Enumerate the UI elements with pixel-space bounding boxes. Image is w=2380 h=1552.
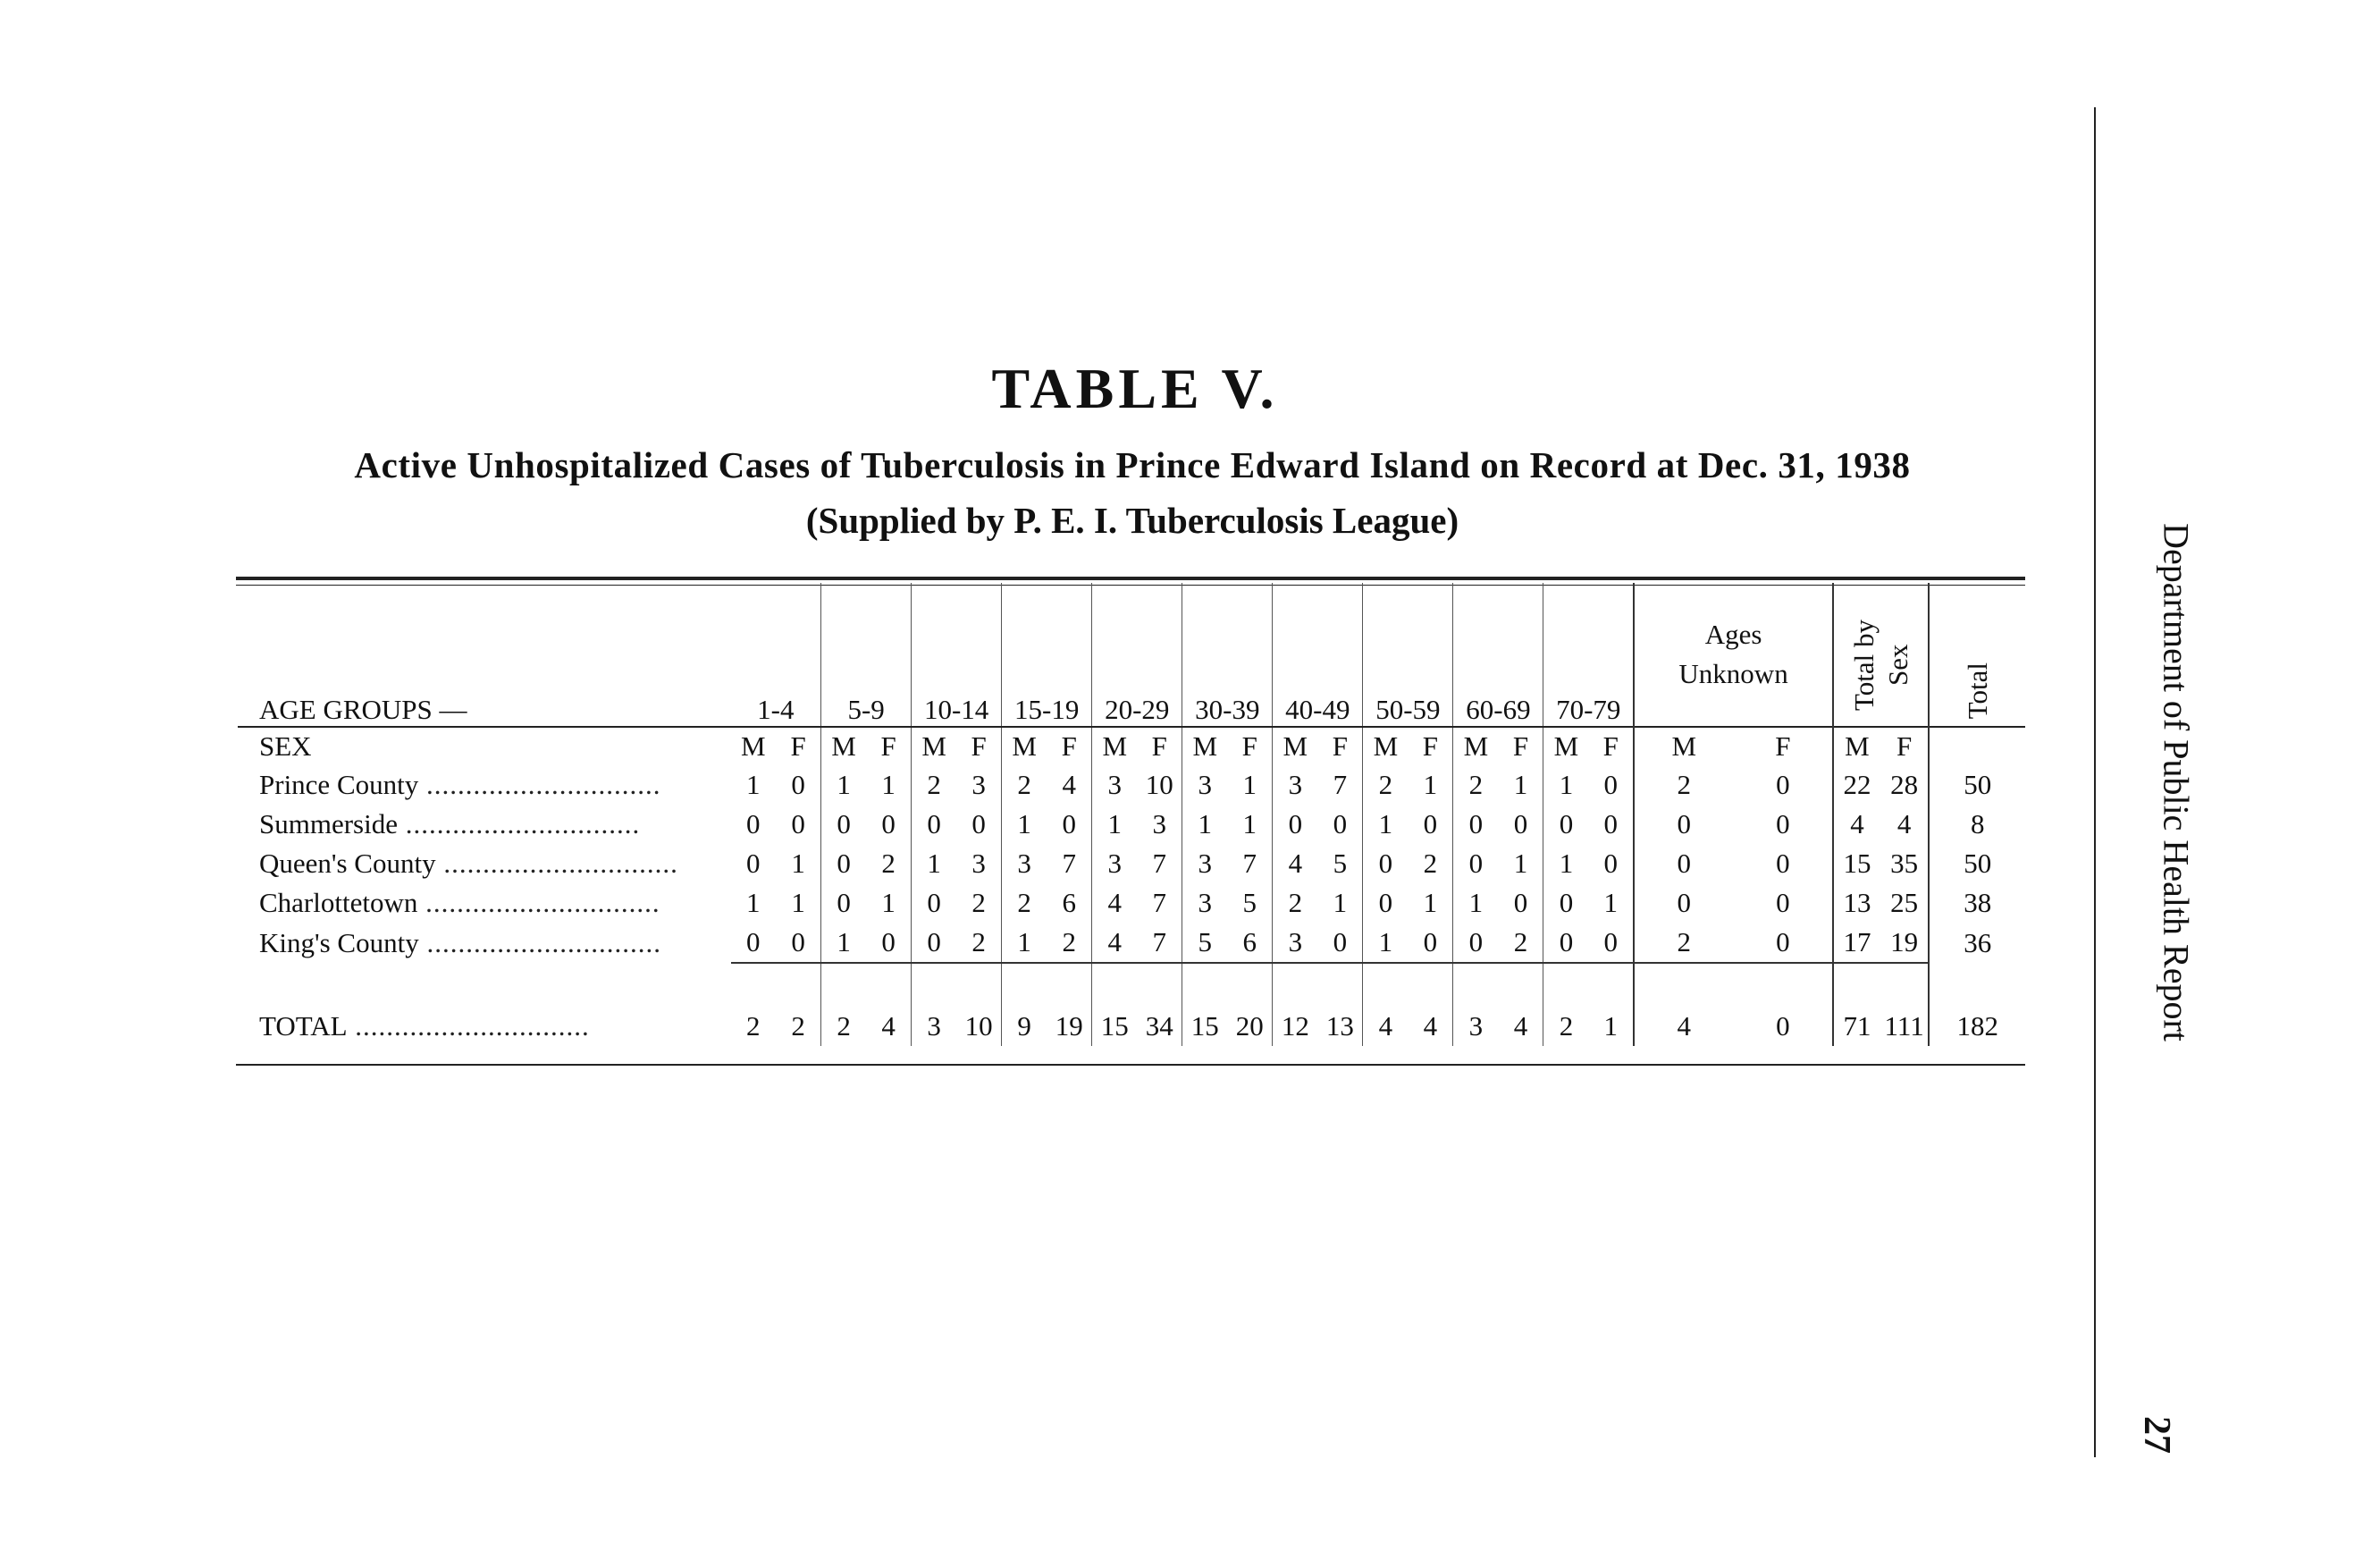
sex-m: M (1363, 727, 1409, 765)
total-cell: 8 (1929, 805, 2025, 844)
count-cell: 0 (912, 923, 957, 963)
count-cell: 2 (1559, 1010, 1574, 1042)
spacer-cell (1634, 963, 1734, 1007)
spacer-cell (731, 963, 777, 1007)
count-cell: 0 (1378, 887, 1393, 918)
unknown-f-cell: 0 (1776, 769, 1790, 800)
spacer-cell (1363, 963, 1409, 1007)
count-cell: 1 (837, 769, 851, 800)
total-cell: 36 (1929, 923, 2025, 963)
count-cell: 0 (776, 765, 821, 805)
total-m-cell: 13 (1833, 883, 1880, 923)
count-cell: 0 (1603, 769, 1618, 800)
count-cell: 0 (1559, 887, 1574, 918)
count-cell: 0 (1559, 808, 1574, 839)
count-cell: 2 (1288, 887, 1303, 918)
count-cell: 3 (956, 765, 1002, 805)
count-cell: 15 (1100, 1010, 1129, 1042)
count-cell: 3 (1198, 848, 1213, 879)
table-row (238, 844, 2025, 883)
count-cell: 4 (1378, 1010, 1393, 1042)
count-cell: 4 (1107, 887, 1122, 918)
total-cell: 38 (1929, 883, 2025, 923)
bottom-rule (236, 1064, 2025, 1066)
page-number-text: 27 (2136, 1416, 2177, 1454)
sex-f: F (1498, 727, 1543, 765)
unknown-m-cell: 2 (1634, 923, 1734, 963)
sex-f: F (866, 727, 912, 765)
count-cell: 3 (1288, 769, 1303, 800)
sex-m: M (1543, 727, 1589, 765)
count-cell: 3 (1137, 805, 1182, 844)
count-cell: 1 (1408, 765, 1453, 805)
row-label (238, 1007, 731, 1046)
count-cell: 5 (1227, 883, 1273, 923)
age-group-header: 20-29 (1092, 583, 1182, 727)
count-cell: 7 (1227, 844, 1273, 883)
count-cell: 1 (1468, 887, 1484, 918)
unknown-m-cell: 4 (1634, 1007, 1734, 1046)
count-cell: 0 (866, 923, 912, 963)
count-cell: 1 (1017, 808, 1031, 839)
sex-m: M (1002, 727, 1047, 765)
age-group-header: 30-39 (1182, 583, 1273, 727)
count-cell: 5 (1182, 923, 1228, 963)
leader-dots: .............................. (398, 808, 641, 839)
count-cell: 0 (837, 848, 851, 879)
total-m-cell: 4 (1833, 805, 1880, 844)
count-cell: 3 (956, 844, 1002, 883)
count-cell: 3 (1468, 1010, 1484, 1042)
count-cell: 7 (1047, 844, 1092, 883)
count-cell: 0 (1408, 923, 1453, 963)
count-cell: 1 (746, 769, 761, 800)
tuberculosis-table (238, 583, 2025, 1046)
count-cell: 10 (1137, 765, 1182, 805)
count-cell: 2 (956, 883, 1002, 923)
spacer-cell (1227, 963, 1273, 1007)
count-cell: 1 (866, 765, 912, 805)
spacer-cell (1047, 963, 1092, 1007)
count-cell: 1 (1002, 923, 1047, 963)
sex-label: SEX (238, 727, 731, 765)
spacer-cell (821, 963, 867, 1007)
count-cell: 1 (927, 848, 941, 879)
unknown-m-cell: 0 (1634, 883, 1734, 923)
count-cell: 0 (746, 848, 761, 879)
count-cell: 2 (1498, 923, 1543, 963)
spacer-cell (956, 963, 1002, 1007)
margin-rule (2094, 107, 2096, 1457)
spacer-cell (1092, 963, 1138, 1007)
count-cell: 1 (1603, 1010, 1618, 1042)
count-cell: 0 (776, 923, 821, 963)
sex-f: F (1408, 727, 1453, 765)
count-cell: 0 (1378, 848, 1393, 879)
count-cell: 12 (1281, 1010, 1309, 1042)
age-groups-label: AGE GROUPS — (259, 694, 467, 725)
count-cell: 0 (1453, 923, 1499, 963)
count-cell: 0 (1317, 923, 1363, 963)
sex-f: F (1734, 727, 1834, 765)
running-head-text: Department of Public Health Report (2156, 523, 2197, 1042)
total-by-sex-header: Total by Sex (1833, 583, 1929, 727)
count-cell: 6 (1047, 883, 1092, 923)
unknown-f-cell: 0 (1776, 808, 1790, 839)
count-cell: 7 (1137, 883, 1182, 923)
count-cell: 1 (1603, 887, 1618, 918)
count-cell: 0 (927, 887, 941, 918)
total-cell: 50 (1929, 765, 2025, 805)
count-cell: 1 (1363, 923, 1409, 963)
count-cell: 2 (1047, 923, 1092, 963)
spacer-cell (1929, 963, 2025, 1007)
total-m-cell: 17 (1833, 923, 1880, 963)
count-cell: 13 (1317, 1007, 1363, 1046)
total-f-cell: 19 (1880, 923, 1930, 963)
count-cell: 3 (1107, 848, 1122, 879)
table-caption: Active Unhospitalized Cases of Tuberculosis in Prince Edward Island on Record at Dec. 31, 1938 (354, 444, 1911, 485)
count-cell: 0 (1498, 805, 1543, 844)
unknown-f-cell: 0 (1776, 848, 1790, 879)
age-group-header: 50-59 (1363, 583, 1453, 727)
row-name: Queen's County (259, 848, 436, 879)
sex-f: F (1047, 727, 1092, 765)
count-cell: 2 (837, 1010, 851, 1042)
spacer-cell (912, 963, 957, 1007)
unknown-m-cell: 2 (1634, 765, 1734, 805)
row-name: King's County (259, 926, 419, 958)
count-cell: 0 (1588, 923, 1634, 963)
ages-unknown-header: Ages Unknown (1634, 583, 1833, 727)
count-cell: 0 (1468, 808, 1484, 839)
count-cell: 0 (746, 808, 761, 839)
total-cell: 50 (1929, 844, 2025, 883)
count-cell: 1 (1317, 883, 1363, 923)
count-cell: 0 (956, 805, 1002, 844)
count-cell: 0 (866, 805, 912, 844)
row-name: Prince County (259, 769, 419, 800)
count-cell: 2 (866, 844, 912, 883)
sex-f: F (1588, 727, 1634, 765)
count-cell: 0 (776, 805, 821, 844)
age-group-header-row (238, 583, 2025, 727)
count-cell: 4 (866, 1007, 912, 1046)
spacer-cell (1543, 963, 1589, 1007)
total-f-cell: 4 (1896, 808, 1912, 839)
count-cell: 1 (1198, 808, 1213, 839)
count-cell: 1 (821, 923, 867, 963)
count-cell: 20 (1227, 1007, 1273, 1046)
count-cell: 0 (1498, 883, 1543, 923)
total-m-cell: 71 (1833, 1007, 1880, 1046)
row-label (238, 883, 731, 923)
count-cell: 3 (927, 1010, 941, 1042)
sex-f: F (1137, 727, 1182, 765)
total-cell: 182 (1929, 1007, 2025, 1046)
count-cell: 7 (1137, 844, 1182, 883)
age-group-header: 1-4 (731, 583, 821, 727)
sex-m: M (1634, 727, 1734, 765)
count-cell: 2 (927, 769, 941, 800)
sex-m: M (821, 727, 867, 765)
count-cell: 2 (956, 923, 1002, 963)
total-f-cell: 35 (1890, 848, 1919, 879)
sex-m: M (731, 727, 777, 765)
sex-m: M (1833, 727, 1880, 765)
sex-m: M (1273, 727, 1318, 765)
count-cell: 1 (776, 844, 821, 883)
count-cell: 9 (1017, 1010, 1031, 1042)
count-cell: 0 (1543, 923, 1589, 963)
count-cell: 0 (1047, 805, 1092, 844)
count-cell: 4 (1498, 1007, 1543, 1046)
count-cell: 3 (1017, 848, 1031, 879)
unknown-m-cell: 0 (1634, 805, 1734, 844)
row-name: Charlottetown (259, 887, 418, 918)
count-cell: 4 (1092, 923, 1138, 963)
sex-f: F (1317, 727, 1363, 765)
spacer-row (238, 963, 2025, 1007)
count-cell: 4 (1047, 765, 1092, 805)
spacer-cell (1833, 963, 1880, 1007)
row-label (238, 805, 731, 844)
unknown-f-cell: 0 (1776, 1010, 1790, 1042)
spacer-cell (1317, 963, 1363, 1007)
page-number (2132, 1408, 2181, 1462)
count-cell: 34 (1137, 1007, 1182, 1046)
spacer-cell (1002, 963, 1047, 1007)
count-cell: 0 (731, 923, 777, 963)
sex-f: F (1227, 727, 1273, 765)
count-cell: 1 (1227, 765, 1273, 805)
total-f-cell: 28 (1890, 769, 1919, 800)
count-cell: 0 (837, 887, 851, 918)
count-cell: 1 (1408, 883, 1453, 923)
spacer-cell (866, 963, 912, 1007)
count-cell: 0 (1603, 848, 1618, 879)
count-cell: 0 (927, 808, 941, 839)
age-group-header: 70-79 (1556, 694, 1621, 725)
spacer-cell (238, 963, 731, 1007)
spacer-cell (776, 963, 821, 1007)
count-cell: 15 (1190, 1010, 1219, 1042)
leader-dots: .............................. (417, 887, 660, 918)
total-f-cell: 111 (1884, 1010, 1924, 1042)
unknown-f-cell: 0 (1734, 923, 1834, 963)
count-cell: 1 (866, 883, 912, 923)
count-cell: 2 (1468, 769, 1484, 800)
total-row (238, 1007, 2025, 1046)
spacer-cell (1453, 963, 1499, 1007)
count-cell: 7 (1137, 923, 1182, 963)
leader-dots: .............................. (347, 1010, 590, 1042)
spacer-cell (1273, 963, 1318, 1007)
row-name: TOTAL (259, 1010, 348, 1042)
row-label (238, 765, 731, 805)
unknown-m-cell: 0 (1634, 844, 1734, 883)
count-cell: 3 (1198, 769, 1213, 800)
count-cell: 0 (1468, 848, 1484, 879)
count-cell: 4 (1408, 1007, 1453, 1046)
row-label (238, 923, 731, 963)
top-rule-thick (236, 577, 2025, 580)
total-m-cell: 22 (1833, 765, 1880, 805)
count-cell: 19 (1047, 1007, 1092, 1046)
spacer-cell (1498, 963, 1543, 1007)
spacer-cell (1137, 963, 1182, 1007)
table-row (238, 883, 2025, 923)
unknown-f-cell: 0 (1776, 887, 1790, 918)
count-cell: 1 (1498, 765, 1543, 805)
count-cell: 2 (1017, 769, 1031, 800)
spacer-cell (1734, 963, 1834, 1007)
age-group-header: 15-19 (1002, 583, 1092, 727)
sex-blank (1929, 727, 2025, 765)
table-title: TABLE V. (991, 357, 1279, 420)
table-row (238, 765, 2025, 805)
count-cell: 1 (1227, 805, 1273, 844)
spacer-cell (1182, 963, 1228, 1007)
table-body (238, 765, 2025, 1046)
count-cell: 1 (1498, 844, 1543, 883)
row-label (238, 844, 731, 883)
spacer-cell (1880, 963, 1930, 1007)
count-cell: 1 (1559, 848, 1574, 879)
count-cell: 5 (1317, 844, 1363, 883)
leader-dots: .............................. (418, 926, 661, 958)
count-cell: 0 (1288, 808, 1303, 839)
count-cell: 2 (746, 1010, 761, 1042)
sex-f: F (776, 727, 821, 765)
count-cell: 3 (1273, 923, 1318, 963)
count-cell: 2 (1408, 844, 1453, 883)
count-cell: 2 (1378, 769, 1393, 800)
count-cell: 0 (1408, 805, 1453, 844)
count-cell: 1 (1559, 769, 1574, 800)
table-source-note: (Supplied by P. E. I. Tuberculosis League) (805, 500, 1459, 541)
total-m-cell: 15 (1833, 844, 1880, 883)
spacer-cell (1408, 963, 1453, 1007)
total-f-cell: 25 (1890, 887, 1919, 918)
age-group-header: 60-69 (1453, 583, 1543, 727)
count-cell: 7 (1317, 765, 1363, 805)
count-cell: 2 (1017, 887, 1031, 918)
sex-row (238, 727, 2025, 765)
total-header: Total (1929, 583, 2025, 727)
table-row (238, 805, 2025, 844)
count-cell: 10 (956, 1007, 1002, 1046)
count-cell: 1 (1378, 808, 1393, 839)
sex-m: M (1182, 727, 1228, 765)
sex-m: M (1092, 727, 1138, 765)
age-group-header: 40-49 (1273, 583, 1363, 727)
count-cell: 3 (1198, 887, 1213, 918)
count-cell: 1 (746, 887, 761, 918)
sex-f: F (1880, 727, 1930, 765)
count-cell: 2 (776, 1007, 821, 1046)
count-cell: 0 (1603, 808, 1618, 839)
sex-m: M (912, 727, 957, 765)
count-cell: 3 (1107, 769, 1122, 800)
age-group-header: 10-14 (912, 583, 1002, 727)
table-row (238, 923, 2025, 963)
count-cell: 0 (837, 808, 851, 839)
leader-dots: .............................. (418, 769, 661, 800)
row-name: Summerside (259, 808, 398, 839)
count-cell: 1 (776, 883, 821, 923)
sex-f: F (956, 727, 1002, 765)
sex-m: M (1453, 727, 1499, 765)
count-cell: 1 (1107, 808, 1122, 839)
count-cell: 4 (1288, 848, 1303, 879)
age-group-header: 5-9 (821, 583, 912, 727)
count-cell: 6 (1227, 923, 1273, 963)
leader-dots: .............................. (435, 848, 678, 879)
running-head (2152, 438, 2200, 1126)
spacer-cell (1588, 963, 1634, 1007)
count-cell: 0 (1317, 805, 1363, 844)
